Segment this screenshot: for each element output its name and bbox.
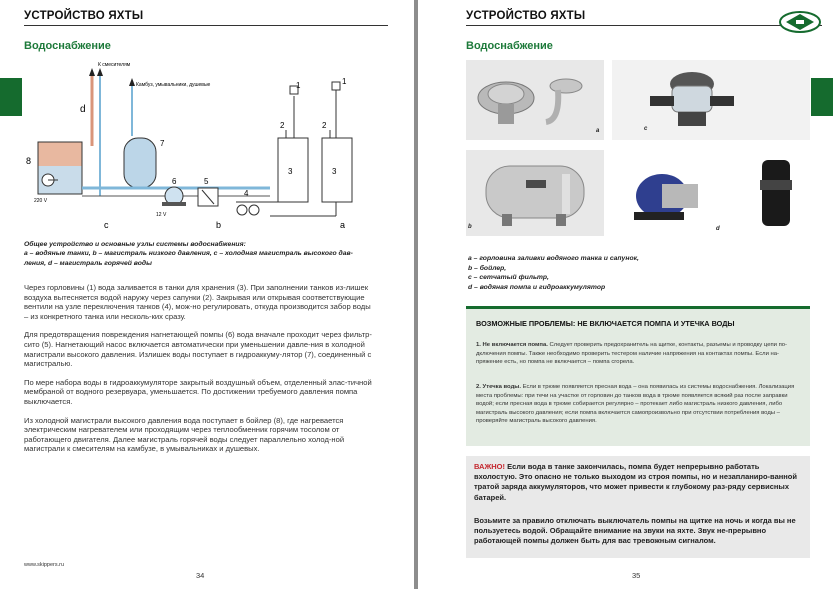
page-header: УСТРОЙСТВО ЯХТЫ — [466, 10, 586, 22]
water-system-diagram — [24, 56, 358, 234]
problems-box — [466, 306, 810, 446]
page-number: 35 — [632, 571, 641, 580]
section-title: Водоснабжение — [24, 40, 111, 52]
caption-line: d – водяная помпа и гидроаккумулятор — [468, 283, 606, 291]
warning-paragraph — [474, 462, 804, 503]
label-3b: 3 — [332, 167, 337, 176]
problem-item-text: Следует проверить предохранитель на щитке, контакты, разъемы и проводку цепи по-дключения помпы. Также необходимо проверить тестером наличие напряжения на контактах помпы. Если на-пряжение есть, но помпа не включается – помпа сгорела. — [476, 342, 788, 366]
photo-strainer — [612, 60, 810, 140]
warning-box — [466, 456, 810, 558]
label-to-mixers: К смесителям — [98, 62, 131, 68]
page-header: УСТРОЙСТВО ЯХТЫ — [24, 10, 144, 22]
green-side-tab — [0, 78, 22, 116]
label-6: 6 — [172, 177, 177, 186]
label-5: 5 — [204, 177, 209, 186]
left-page — [0, 0, 414, 589]
photo-filler-cap — [466, 60, 604, 140]
warning-text: Если вода в танке закончилась, помпа будет непрерывно работать вхолостую. Это опасно не только выходом из строя помпы, но и незапланиро-ванной тратой заряда аккумуляторов, что может привести к глубокому раз-ряду сервисных батарей. — [474, 462, 797, 502]
paragraph: Через горловины (1) вода заливается в танки для хранения (3). При заполнении танков из-лишек воздуха вытесняется водой наружу через сапунки (2). Закрывая или открывая соответствующие вентили на узле переключения танков (4), мож-но регулировать, откуда производится забор воды – из конкретного танка или несколь-ких сразу. — [24, 283, 371, 321]
problem-item-head: 1. Не включается помпа. — [476, 342, 548, 348]
caption-line: Общее устройство и основные узлы системы водоснабжения: — [24, 241, 246, 248]
problem-item-leak — [476, 383, 802, 426]
warning-label: ВАЖНО! — [474, 462, 505, 471]
body-text — [24, 283, 372, 463]
problem-item-text: Если в трюме появляется пресная вода – она появилась из системы водоснабжения. Локализация места проблемы: при течи на участке от горловин до танков вода в трюме появляется всякий раз после заправки водой; если пресная вода в трюме собирается регулярно – протекает либо магистраль низкого давления, либо магистраль высокого давления; если помпа включается самопроизвольно при отсутствии потребления воды – проверяйте магистраль высокого давления. — [476, 384, 795, 425]
diagram-caption — [24, 240, 364, 268]
label-12v: 12 V — [156, 212, 167, 218]
label-d: d — [80, 104, 86, 115]
problems-title: ВОЗМОЖНЫЕ ПРОБЛЕМЫ: НЕ ВКЛЮЧАЕТСЯ ПОМПА И УТЕЧКА ВОДЫ — [476, 319, 735, 328]
paragraph: Из холодной магистрали высокого давления вода поступает в бойлер (8), где нагревается электрическим нагревателем или проходящим через теплообменник горячим тосолом от работающего двигателя. Далее магистраль горячей воды следует параллельно холод-ной магистрали к смесителям на камбузе, в умывальниках и душевых. — [24, 415, 345, 454]
label-4: 4 — [244, 189, 249, 198]
caption-line: ления, d – магистраль горячей воды — [24, 259, 152, 267]
label-b: b — [216, 220, 222, 230]
photo-boiler — [466, 150, 604, 236]
photo-label-d: d — [716, 226, 720, 232]
label-c: c — [104, 220, 109, 230]
section-title: Водоснабжение — [466, 40, 553, 52]
header-divider — [466, 25, 822, 26]
label-3: 3 — [288, 167, 293, 176]
green-side-tab — [811, 78, 833, 116]
footer-url[interactable]: www.skippers.ru — [24, 562, 65, 568]
caption-line: a – водяные танки, b – магистраль низкого давления, c – холодная магистраль высокого дав- — [24, 250, 353, 258]
page-number: 34 — [196, 571, 205, 580]
brand-logo-icon — [778, 8, 822, 36]
paragraph: По мере набора воды в гидроаккумуляторе закрытый воздушный объем, отделенный элас-тичной мембраной от водного резервуара, уменьшается. По достижении требуемого давления помпа выключается. — [24, 377, 372, 406]
label-2: 2 — [280, 121, 285, 130]
warning-paragraph: Возьмите за правило отключать выключатель помпы на щитке на ночь и когда вы не пользуетесь водой. Обращайте внимание на звуки на яхте. Звук не-прерывно работающей помпы должен быть для вас тревожным сигналом. — [474, 516, 796, 546]
photo-label-c: c — [644, 126, 648, 132]
label-1: 1 — [296, 81, 301, 90]
label-2b: 2 — [322, 121, 327, 130]
caption-line: a – горловина заливки водяного танка и сапунок, — [468, 255, 639, 262]
label-1b: 1 — [342, 77, 347, 86]
label-8: 8 — [26, 156, 32, 166]
problem-item-pump — [476, 341, 802, 367]
paragraph: Для предотвращения повреждения нагнетающей помпы (6) вода вначале проходит через фильтр-сито (5). Нагнетающий насос включается автоматически при уменьшении давле-ния в холодной магистрали высокого давления. Излишек воды поступает в гидроаккуму-лятор (7), соединенный с магистралью. — [24, 330, 372, 369]
photo-label-a: a — [596, 128, 600, 134]
photo-pump-accumulator — [612, 150, 810, 236]
label-galley: Камбуз, умывальники, душевые — [136, 82, 211, 88]
header-divider — [24, 25, 388, 26]
caption-line: c – сетчатый фильтр, — [468, 274, 549, 282]
photo-label-b: b — [468, 224, 472, 230]
label-7: 7 — [160, 139, 165, 148]
photos-caption — [468, 254, 708, 292]
label-220v: 220 V — [34, 198, 48, 204]
label-a: a — [340, 220, 346, 230]
problem-item-head: 2. Утечка воды. — [476, 384, 521, 390]
caption-line: b – бойлер, — [468, 264, 507, 272]
